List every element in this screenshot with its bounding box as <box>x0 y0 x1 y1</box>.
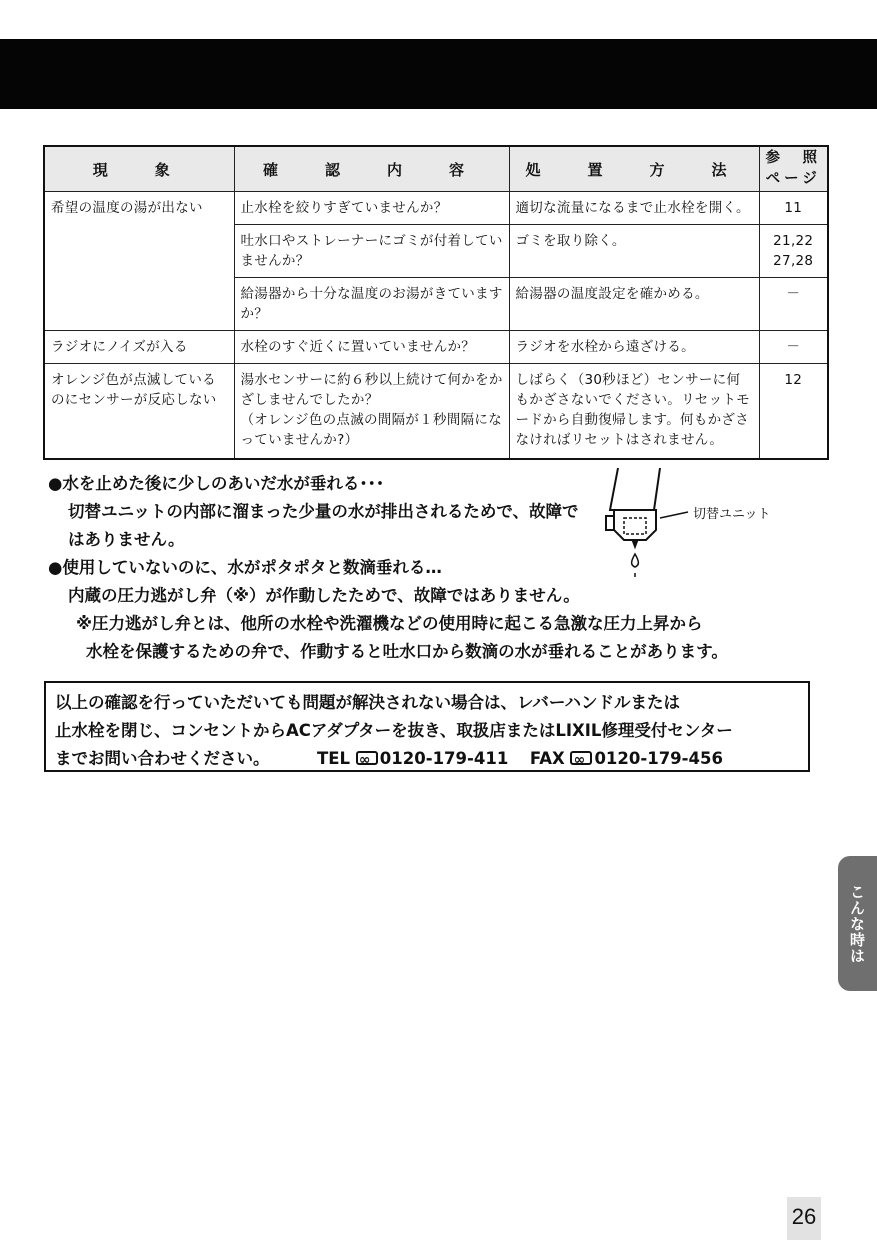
action-cell: ゴミを取り除く。 <box>509 225 759 278</box>
contact-box <box>44 681 810 772</box>
symptom-cell: ラジオにノイズが入る <box>44 331 234 364</box>
fax-number: 0120-179-456 <box>594 749 723 768</box>
freedial-icon <box>570 751 592 765</box>
header-check: 確 認 内 容 <box>234 146 509 192</box>
note2-footnote-line1: ※圧力逃がし弁とは、他所の水栓や洗濯機などの使用時に起こる急激な圧力上昇から <box>76 614 703 633</box>
action-cell: 給湯器の温度設定を確かめる。 <box>509 278 759 331</box>
page-ref-cell: 21,22 27,28 <box>759 225 828 278</box>
action-cell: しばらく（30秒ほど）センサーに何もかざさないでください。リセットモードから自動復帰します。何もかざさなければリセットはされません。 <box>509 364 759 460</box>
contact-line3 <box>55 745 799 773</box>
note2-heading: ●使用していないのに、水がポタポタと数滴垂れる… <box>48 558 442 577</box>
page-ref-cell: － <box>759 278 828 331</box>
tel-label: TEL <box>317 749 351 768</box>
check-cell: 湯水センサーに約６秒以上続けて何かをかざしませんでしたか？ （オレンジ色の点滅の間隔が１秒間隔になっていませんか?） <box>234 364 509 460</box>
header-reference-page: 参 照 ページ <box>759 146 828 192</box>
header-bar <box>0 39 877 109</box>
header-action: 処 置 方 法 <box>509 146 759 192</box>
header-symptom: 現 象 <box>44 146 234 192</box>
note1-body: 切替ユニットの内部に溜まった少量の水が排出されるためで、故障ではありません。 <box>68 502 579 549</box>
table-header-row <box>44 146 828 192</box>
fax-label: FAX <box>529 749 565 768</box>
page-ref-cell: 11 <box>759 192 828 225</box>
page-ref-cell: 12 <box>759 364 828 460</box>
note1-heading: ●水を止めた後に少しのあいだ水が垂れる･･･ <box>48 474 385 493</box>
check-cell: 水栓のすぐ近くに置いていませんか？ <box>234 331 509 364</box>
page-number: 26 <box>787 1197 821 1240</box>
action-cell: ラジオを水栓から遠ざける。 <box>509 331 759 364</box>
switching-unit-label: 切替ユニット <box>693 507 771 522</box>
table-row <box>44 192 828 225</box>
table-row <box>44 331 828 364</box>
note2-footnote-line2: 水栓を保護するための弁で、作動すると吐水口から数滴の水が垂れることがあります。 <box>86 642 728 661</box>
table-row <box>44 364 828 460</box>
check-cell: 吐水口やストレーナーにゴミが付着していませんか？ <box>234 225 509 278</box>
symptom-cell: オレンジ色が点滅しているのにセンサーが反応しない <box>44 364 234 460</box>
check-cell: 給湯器から十分な温度のお湯がきていますか？ <box>234 278 509 331</box>
contact-line2: 止水栓を閉じ、コンセントからACアダプターを抜き、取扱店またはLIXIL修理受付センター <box>55 721 733 740</box>
switching-unit-diagram <box>600 466 800 586</box>
page-ref-cell: － <box>759 331 828 364</box>
freedial-icon <box>356 751 378 765</box>
section-side-tab: こんな時は <box>838 856 877 991</box>
action-cell: 適切な流量になるまで止水栓を開く。 <box>509 192 759 225</box>
note2-body: 内蔵の圧力逃がし弁（※）が作動したためで、故障ではありません。 <box>68 586 580 605</box>
tel-number: 0120-179-411 <box>379 749 509 768</box>
check-cell: 止水栓を絞りすぎていませんか？ <box>234 192 509 225</box>
contact-inquiry-text: までお問い合わせください。 <box>55 749 270 768</box>
contact-line1: 以上の確認を行っていただいても問題が解決されない場合は、レバーハンドルまたは <box>55 693 681 712</box>
symptom-cell: 希望の温度の湯が出ない <box>44 192 234 331</box>
troubleshooting-table <box>43 145 829 460</box>
